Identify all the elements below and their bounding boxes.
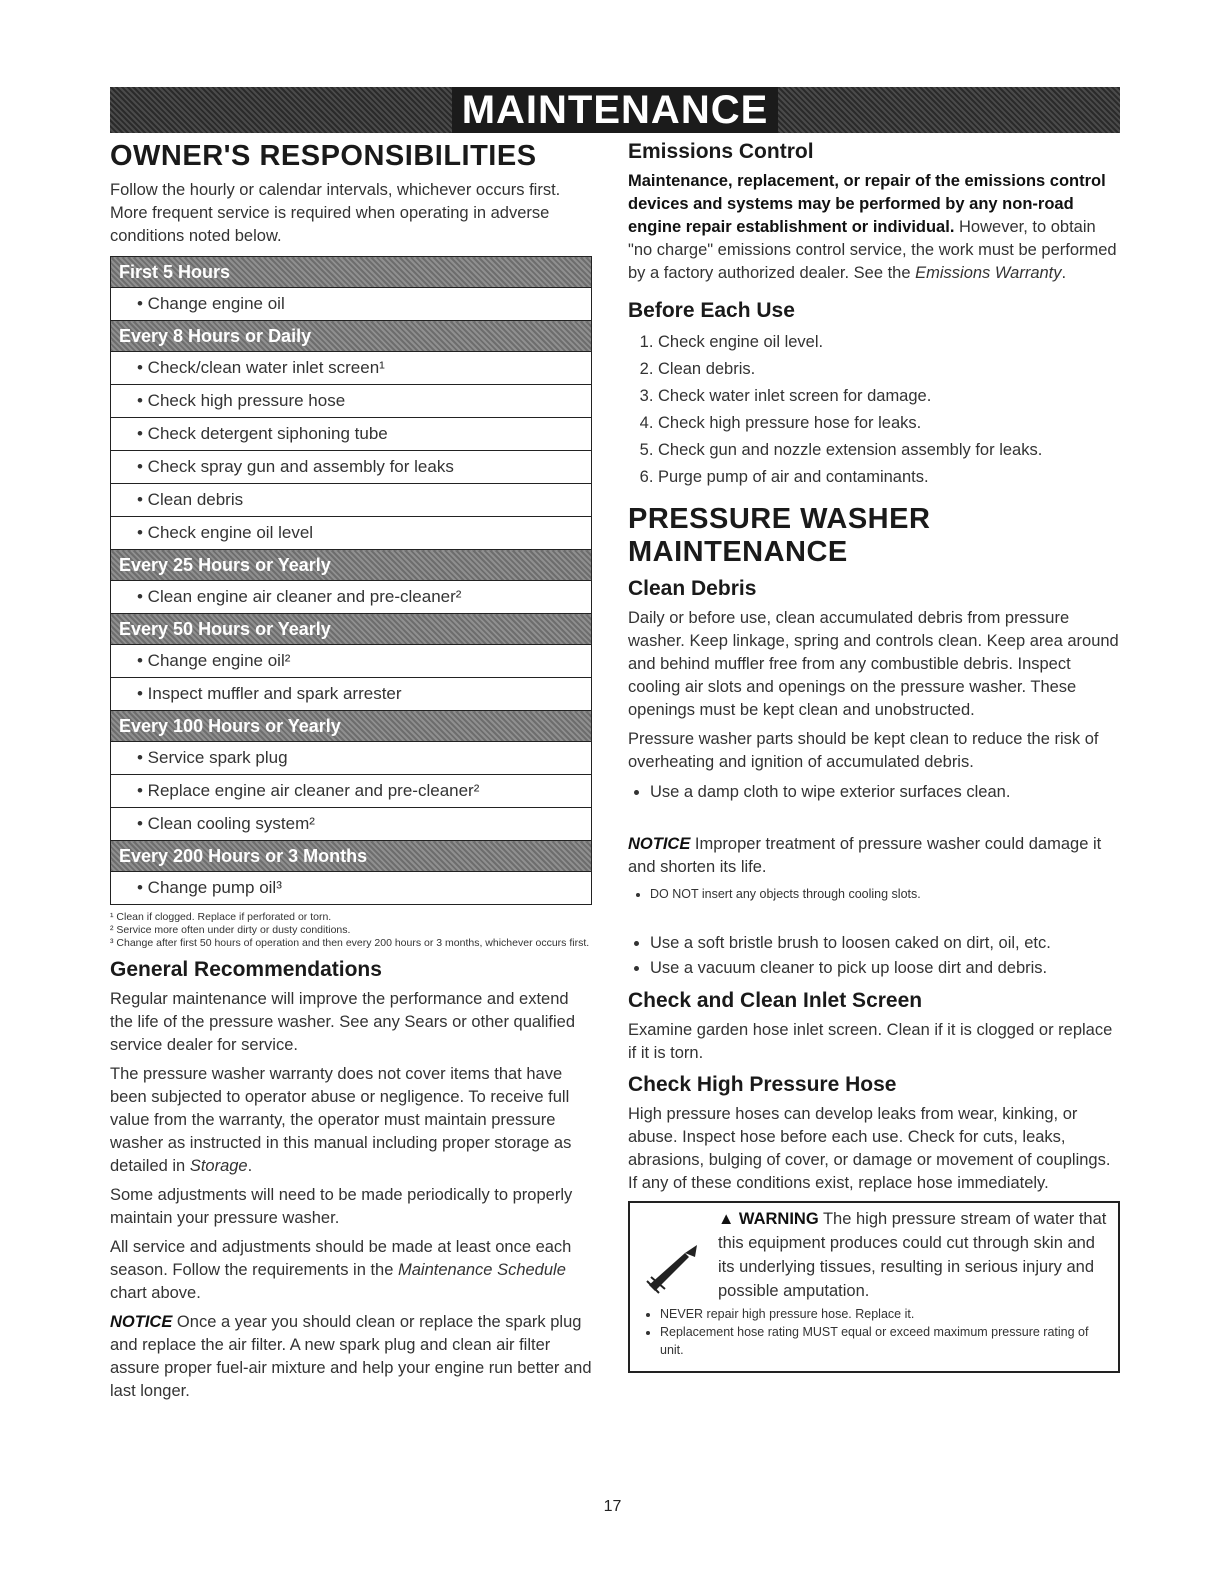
notice-label: NOTICE <box>110 1313 173 1331</box>
notice-label: NOTICE <box>628 835 691 853</box>
emissions-heading: Emissions Control <box>628 140 814 163</box>
schedule-task: • Clean engine air cleaner and pre-cleaner² <box>111 581 592 614</box>
list-item: • Use a vacuum cleaner to pick up loose dirt and debris. <box>650 956 1120 981</box>
warning-box <box>628 1201 1120 1373</box>
schedule-task: • Change engine oil² <box>111 645 592 678</box>
schedule-interval-header: First 5 Hours <box>111 257 592 288</box>
notice-list <box>628 885 1120 903</box>
warning-text: The high pressure stream of water that this equipment produces could cut through skin and its underlying tissues, resulting in serious injury and possible amputation. <box>718 1210 1107 1300</box>
general-paragraph: Regular maintenance will improve the performance and extend the life of the pressure washer. See any Sears or other qualified service dealer for service. <box>110 990 576 1054</box>
inlet-screen-text: Examine garden hose inlet screen. Clean if it is clogged or replace if it is torn. <box>628 1021 1113 1062</box>
schedule-task: • Check high pressure hose <box>111 385 592 418</box>
right-column <box>628 140 1120 1373</box>
notice-paragraph: NOTICE Improper treatment of pressure washer could damage it and shorten its life. <box>628 835 1102 876</box>
footnote: ³ Change after first 50 hours of operation and then every 200 hours or 3 months, whichever occurs first. <box>110 937 590 949</box>
list-item: 4. Check high pressure hose for leaks. <box>658 410 1120 437</box>
schedule-task: • Check detergent siphoning tube <box>111 418 592 451</box>
clean-debris-text: Pressure washer parts should be kept clean to reduce the risk of overheating and ignition of accumulated debris. <box>628 730 1099 771</box>
schedule-task: • Replace engine air cleaner and pre-cleaner² <box>111 775 592 808</box>
intro-text: Follow the hourly or calendar intervals, whichever occurs first. More frequent service is required when operating in adverse conditions noted below. <box>110 181 561 245</box>
general-paragraph: Some adjustments will need to be made periodically to properly maintain your pressure washer. <box>110 1186 573 1227</box>
schedule-task: • Check spray gun and assembly for leaks <box>111 451 592 484</box>
schedule-task: • Service spark plug <box>111 742 592 775</box>
emissions-text: Maintenance, replacement, or repair of the emissions control devices and systems may be performed by any non-road engine repair establishment or individual. However, to obtain "no charge" emissions control service, the work must be performed by a factory authorized dealer. See the Emissions Warranty. <box>628 172 1117 282</box>
notice-paragraph: NOTICE Once a year you should clean or replace the spark plug and replace the air filter. A new spark plug and clean air filter assure proper fuel-air mixture and help your engine run better and last longer. <box>110 1313 592 1400</box>
general-recommendations-heading: General Recommendations <box>110 958 382 981</box>
warning-list <box>638 1305 1110 1359</box>
clean-debris-list <box>628 780 1120 805</box>
maintenance-schedule-table <box>110 256 592 905</box>
schedule-task: • Check/clean water inlet screen¹ <box>111 352 592 385</box>
schedule-task: • Change pump oil³ <box>111 872 592 905</box>
list-item: 5. Check gun and nozzle extension assembly for leaks. <box>658 437 1120 464</box>
general-paragraph: All service and adjustments should be made at least once each season. Follow the requirements in the Maintenance Schedule chart above. <box>110 1238 572 1302</box>
footnote: ¹ Clean if clogged. Replace if perforated or torn. <box>110 911 332 923</box>
schedule-interval-header: Every 25 Hours or Yearly <box>111 550 592 581</box>
before-each-use-heading: Before Each Use <box>628 299 795 322</box>
banner-title: MAINTENANCE <box>452 87 779 133</box>
schedule-task: • Check engine oil level <box>111 517 592 550</box>
schedule-task: • Inspect muffler and spark arrester <box>111 678 592 711</box>
owners-responsibilities-heading: OWNER'S RESPONSIBILITIES <box>110 140 537 172</box>
list-item: • Use a damp cloth to wipe exterior surfaces clean. <box>650 780 1120 805</box>
schedule-interval-header: Every 50 Hours or Yearly <box>111 614 592 645</box>
inlet-screen-heading: Check and Clean Inlet Screen <box>628 989 923 1012</box>
schedule-interval-header: Every 8 Hours or Daily <box>111 321 592 352</box>
high-pressure-hose-text: High pressure hoses can develop leaks from wear, kinking, or abuse. Inspect hose before each use. Check for cuts, leaks, abrasions, bulging of cover, or damage or movement of couplings. If any of these conditions exist, replace hose immediately. <box>628 1105 1111 1192</box>
before-each-use-list <box>628 329 1120 491</box>
schedule-interval-header: Every 200 Hours or 3 Months <box>111 841 592 872</box>
schedule-interval-header: Every 100 Hours or Yearly <box>111 711 592 742</box>
list-item: 6. Purge pump of air and contaminants. <box>658 464 1120 491</box>
schedule-task: • Change engine oil <box>111 288 592 321</box>
section-banner <box>110 87 1120 133</box>
clean-debris-text: Daily or before use, clean accumulated debris from pressure washer. Keep linkage, spring and controls clean. Keep area around and behind muffler free from any combustible debris. Inspect cooling air slots and openings on the pressure washer. These openings must be kept clean and unobstructed. <box>628 609 1119 719</box>
clean-debris-heading: Clean Debris <box>628 577 757 600</box>
left-column <box>110 140 595 1409</box>
list-item: 2. Clean debris. <box>658 356 1120 383</box>
list-item: 3. Check water inlet screen for damage. <box>658 383 1120 410</box>
list-item: 1. Check engine oil level. <box>658 329 1120 356</box>
list-item: • DO NOT insert any objects through cooling slots. <box>650 885 1120 903</box>
schedule-task: • Clean cooling system² <box>111 808 592 841</box>
footnote: ² Service more often under dirty or dusty conditions. <box>110 924 351 936</box>
general-paragraph: The pressure washer warranty does not cover items that have been subjected to operator abuse or negligence. To receive full value from the warranty, the operator must maintain pressure washer as instructed in this manual including proper storage as detailed in Storage. <box>110 1065 572 1175</box>
list-item: • Replacement hose rating MUST equal or exceed maximum pressure rating of unit. <box>660 1323 1110 1359</box>
page-number: 17 <box>603 1498 622 1515</box>
warning-label: ▲ WARNING <box>718 1210 819 1228</box>
list-item: • NEVER repair high pressure hose. Replace it. <box>660 1305 1110 1323</box>
clean-debris-list-2 <box>628 931 1120 981</box>
high-pressure-hose-heading: Check High Pressure Hose <box>628 1073 897 1096</box>
schedule-task: • Clean debris <box>111 484 592 517</box>
high-pressure-spray-icon <box>638 1207 708 1297</box>
pressure-washer-maintenance-heading: PRESSURE WASHER MAINTENANCE <box>628 503 931 568</box>
list-item: • Use a soft bristle brush to loosen caked on dirt, oil, etc. <box>650 931 1120 956</box>
